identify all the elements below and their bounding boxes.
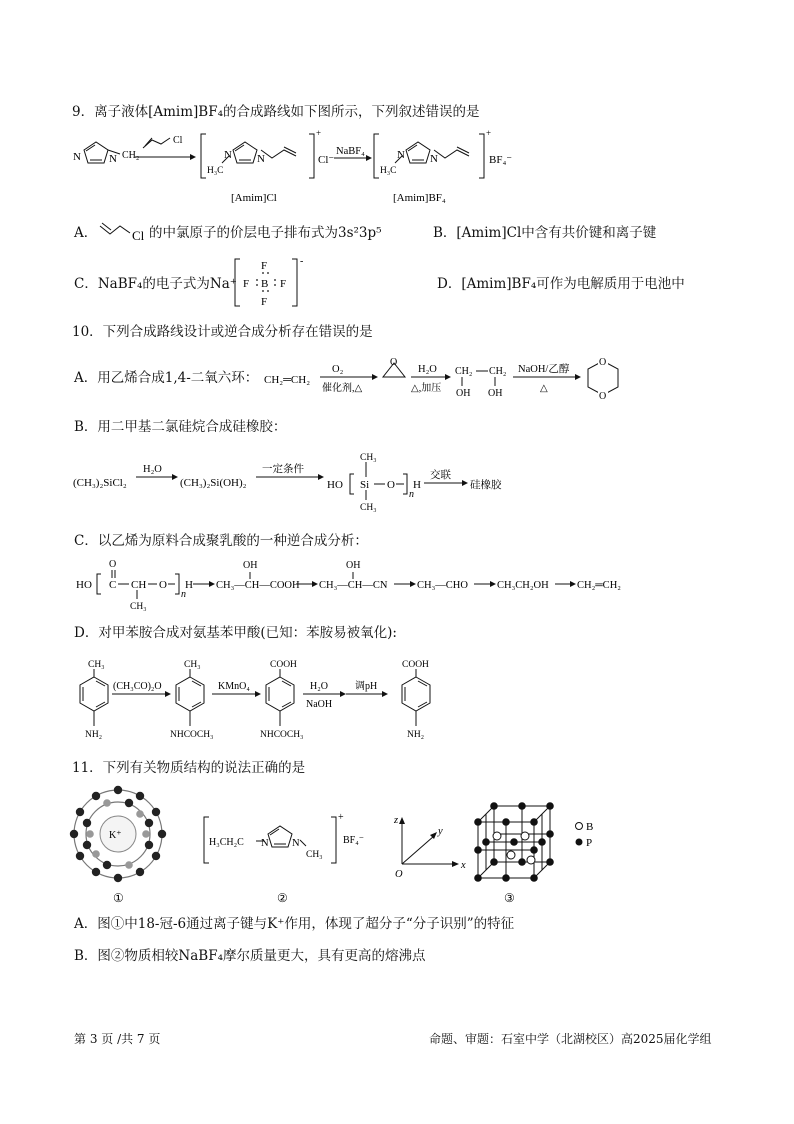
svg-text:H₃CH₂C: H₃CH₂C: [209, 837, 244, 848]
svg-text:一定条件: 一定条件: [262, 464, 304, 475]
svg-text:n: n: [409, 489, 414, 500]
svg-text:CH₃: CH₃: [306, 850, 323, 860]
svg-text:C: C: [109, 579, 117, 591]
svg-text:N: N: [397, 149, 405, 161]
svg-text:NH₂: NH₂: [407, 730, 425, 740]
svg-text:O: O: [387, 479, 395, 491]
svg-text:交联: 交联: [430, 470, 451, 481]
q11-stem: 11．下列有关物质结构的说法正确的是: [72, 760, 306, 776]
svg-text:O₂: O₂: [332, 364, 344, 375]
svg-text:(CH₃CO)₂O: (CH₃CO)₂O: [113, 681, 162, 692]
svg-text:CH₃CH₂OH: CH₃CH₂OH: [497, 580, 549, 591]
svg-text:KMnO₄: KMnO₄: [218, 681, 250, 692]
q9-option-a: 的中氯原子的价层电子排布式为3s²3p⁵: [149, 225, 382, 241]
svg-text:H₃C: H₃C: [207, 166, 224, 176]
svg-text:O: O: [159, 579, 167, 591]
svg-text:O: O: [599, 391, 607, 402]
svg-text:P: P: [586, 837, 593, 849]
amim-cl-label: [Amim]Cl: [231, 192, 277, 204]
svg-text:③: ③: [504, 891, 515, 905]
svg-text:N: N: [257, 153, 265, 165]
svg-text:H: H: [185, 579, 193, 591]
cl-counterion: Cl⁻: [318, 154, 335, 166]
q10-stem: 10．下列合成路线设计或逆合成分析存在错误的是: [72, 324, 373, 340]
svg-text:HO: HO: [76, 579, 92, 591]
svg-text:H₂O: H₂O: [418, 364, 437, 375]
svg-text:K⁺: K⁺: [109, 830, 122, 841]
svg-text:CH₃: CH₃: [360, 453, 377, 463]
allyl-cl: Cl: [173, 135, 183, 146]
svg-text:N: N: [430, 153, 438, 165]
svg-text:COOH: COOH: [270, 660, 297, 670]
page-number: 第 3 页 /共 7 页: [74, 1032, 161, 1046]
svg-text:OH: OH: [456, 388, 471, 399]
svg-text:+: +: [486, 128, 492, 138]
svg-text:OH: OH: [243, 560, 258, 571]
q9-option-a-label: A．: [74, 225, 98, 241]
svg-text:催化剂,△: 催化剂,△: [322, 383, 363, 394]
svg-text:O: O: [109, 559, 117, 570]
svg-text:①: ①: [113, 891, 124, 905]
svg-text:B: B: [586, 821, 594, 833]
imidazole-n2: N: [109, 153, 117, 165]
svg-text:NaOH: NaOH: [306, 699, 333, 710]
q9-stem: 9．离子液体[Amim]BF₄的合成路线如下图所示，下列叙述错误的是: [72, 104, 480, 120]
svg-text:△: △: [540, 383, 548, 394]
svg-text:NH₂: NH₂: [85, 730, 103, 740]
q10-b-label: B．用二甲基二氯硅烷合成硅橡胶：: [74, 419, 287, 435]
svg-text:N: N: [261, 838, 269, 849]
q9-option-c: C．NaBF₄的电子式为Na⁺: [74, 276, 237, 292]
svg-text:+: +: [316, 128, 322, 138]
svg-text:B: B: [261, 278, 269, 290]
q10-a-label: A．用乙烯合成1,4-二氧六环：: [74, 370, 259, 386]
amim-bf4-label: [Amim]BF₄: [393, 192, 446, 204]
q11-option-a: A．图①中18-冠-6通过离子键与K⁺作用，体现了超分子“分子识别”的特征: [74, 916, 515, 932]
svg-text:CH₃: CH₃: [88, 660, 105, 670]
q9-option-d: D．[Amim]BF₄可作为电解质用于电池中: [437, 276, 685, 292]
svg-text:CH₃—CH—CN: CH₃—CH—CN: [319, 580, 388, 591]
svg-text:n: n: [181, 589, 186, 600]
svg-text:F: F: [261, 296, 268, 308]
imidazole-n1: N: [73, 151, 81, 163]
svg-text:(CH₃)₂SiCl₂: (CH₃)₂SiCl₂: [73, 477, 127, 489]
svg-text:Si: Si: [360, 479, 370, 491]
svg-text:CH₃: CH₃: [130, 602, 147, 612]
svg-text:H₂O: H₂O: [310, 681, 328, 692]
nabf4-reagent: NaBF₄: [336, 146, 365, 157]
svg-text:F: F: [243, 278, 250, 290]
svg-text:BF₄⁻: BF₄⁻: [343, 835, 364, 846]
svg-text:HO: HO: [327, 479, 343, 491]
svg-text:y: y: [438, 826, 443, 837]
svg-text:z: z: [394, 815, 399, 826]
svg-text:△,加压: △,加压: [411, 383, 442, 394]
q10-c-label: C．以乙烯为原料合成聚乳酸的一种逆合成分析：: [74, 533, 368, 549]
svg-text:O: O: [395, 869, 403, 880]
bf4-counterion: BF₄⁻: [489, 154, 513, 166]
svg-text:N: N: [224, 149, 232, 161]
svg-text:F: F: [261, 260, 268, 272]
svg-text:OH: OH: [346, 560, 361, 571]
crown-ether-figure: [70, 786, 166, 882]
svg-text:CH₃—CHO: CH₃—CHO: [417, 580, 468, 591]
q10-d-label: D．对甲苯胺合成对氨基苯甲酸(已知：苯胺易被氧化):: [74, 625, 397, 641]
footer-credit: 命题、审题：石室中学（北湖校区）高2025届化学组: [429, 1032, 712, 1046]
svg-text:O: O: [599, 357, 607, 368]
svg-text:H₃C: H₃C: [380, 166, 397, 176]
svg-text:硅橡胶: 硅橡胶: [470, 480, 502, 491]
svg-text:CH₃: CH₃: [184, 660, 201, 670]
svg-text:NHCOCH₃: NHCOCH₃: [260, 730, 304, 740]
svg-text:CH₃: CH₃: [360, 503, 377, 513]
svg-text:CH₂═CH₂: CH₂═CH₂: [577, 580, 621, 591]
svg-text:x: x: [461, 860, 466, 871]
svg-text:-: -: [300, 256, 304, 267]
svg-text:调pH: 调pH: [355, 681, 378, 692]
svg-text:CH₂: CH₂: [455, 366, 473, 377]
q11-option-b: B．图②物质相较NaBF₄摩尔质量更大，具有更高的熔沸点: [74, 948, 426, 964]
legend-p-marker: [576, 839, 583, 846]
svg-text:CH₂═CH₂: CH₂═CH₂: [264, 374, 311, 386]
legend-b-marker: [576, 823, 583, 830]
svg-text:F: F: [280, 278, 287, 290]
svg-text:NaOH/乙醇: NaOH/乙醇: [518, 364, 570, 375]
svg-text:H: H: [413, 479, 421, 491]
svg-text:O: O: [390, 357, 398, 368]
q9-option-b: B．[Amim]Cl中含有共价键和离子键: [433, 225, 657, 241]
svg-text:CH₃—CH—COOH: CH₃—CH—COOH: [216, 580, 300, 591]
svg-text:(CH₃)₂Si(OH)₂: (CH₃)₂Si(OH)₂: [180, 477, 247, 489]
svg-text:NHCOCH₃: NHCOCH₃: [170, 730, 214, 740]
svg-text:Cl: Cl: [132, 228, 145, 243]
svg-text:N: N: [292, 838, 300, 849]
svg-text:OH: OH: [488, 388, 503, 399]
svg-text:CH: CH: [131, 579, 147, 591]
svg-text:②: ②: [277, 891, 288, 905]
svg-text:COOH: COOH: [402, 660, 429, 670]
svg-text:+: +: [338, 812, 344, 823]
svg-text:H₂O: H₂O: [143, 464, 162, 475]
ch2-label: CH₂: [122, 150, 140, 161]
svg-text:CH₂: CH₂: [489, 366, 507, 377]
axis-arrows: [402, 822, 454, 864]
